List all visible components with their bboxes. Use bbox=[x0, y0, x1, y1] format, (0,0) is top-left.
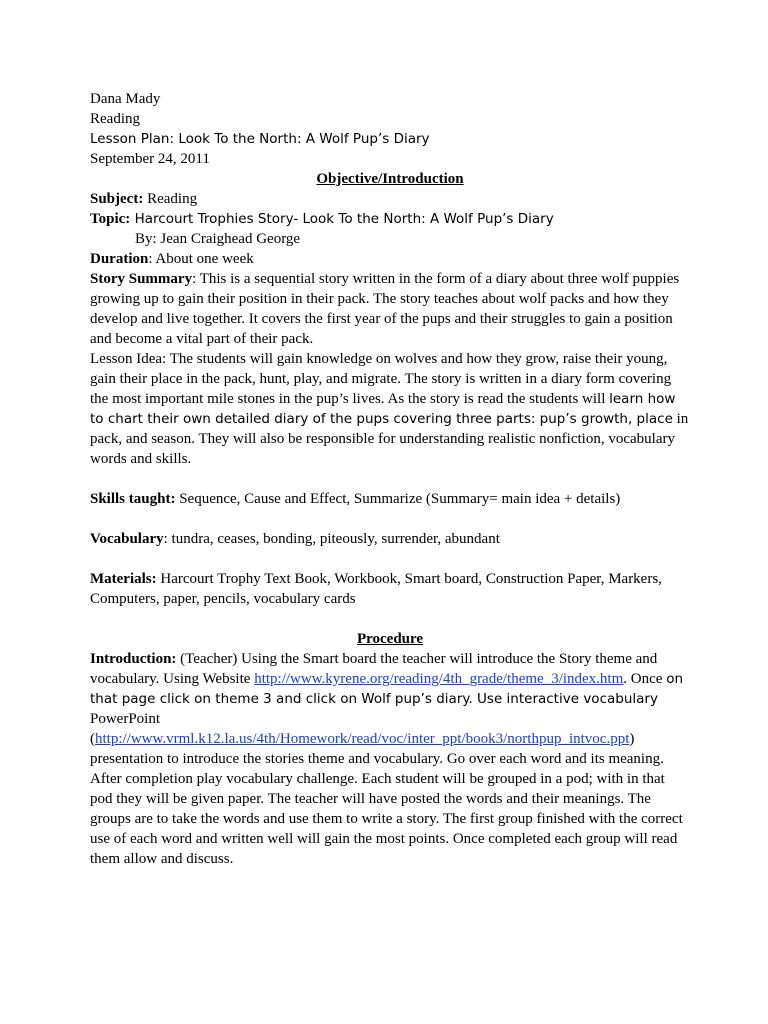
lesson-idea-text-1: Lesson Idea: The students will gain knowledge on wolves and how they grow, raise their young, gain their place in the pack, hunt, play, and migrate. The story is written in a diary form covering the most important mile stones in the pup’s lives. As the story is read the students will bbox=[90, 351, 672, 407]
story-summary-text: : This is a sequential story written in the form of a diary about three wolf puppies growing up to gain their position in their pack. The story teaches about wolf packs and how they develop and live together. It covers the first year of the pups and their struggles to gain a position and become a vital part of their pack. bbox=[90, 271, 680, 347]
introduction-paragraph bbox=[90, 649, 690, 729]
introduction-text-2: . Once bbox=[623, 671, 667, 687]
skills-line bbox=[90, 489, 690, 509]
duration-line bbox=[90, 249, 690, 269]
introduction-continued-paragraph: presentation to introduce the stories theme and vocabulary. Go over each word and its meaning. After completion play vocabulary challenge. Each student will be grouped in a pod; with in that pod they will be given paper. The teacher will have posted the words and their meanings. The groups are to take the words and use them to write a story. The first group finished with the correct use of each word and written well will gain the most points. Once completed each group will read them allow and discuss. bbox=[90, 751, 683, 867]
materials-paragraph bbox=[90, 569, 690, 609]
spacer bbox=[90, 549, 690, 569]
vocabulary-powerpoint-link[interactable]: http://www.vrml.k12.la.us/4th/Homework/read/voc/inter_ppt/book3/northpup_intvoc.ppt bbox=[95, 731, 630, 747]
subject-value: Reading bbox=[143, 191, 198, 207]
powerpoint-link-line bbox=[90, 729, 690, 749]
procedure-heading: Procedure bbox=[356, 631, 424, 647]
materials-value: Harcourt Trophy Text Book, Workbook, Smart board, Construction Paper, Markers, Computers, paper, pencils, vocabulary cards bbox=[90, 571, 662, 607]
duration-value: : About one week bbox=[148, 251, 254, 267]
lesson-idea-text-3: in pack, and season. They will also be responsible for understanding realistic nonfiction, vocabulary words and skills. bbox=[90, 411, 689, 467]
author-name: Dana Mady bbox=[90, 91, 161, 107]
subject-label: Subject: bbox=[90, 191, 144, 207]
skills-value: Sequence, Cause and Effect, Summarize (Summary= main idea + details) bbox=[175, 491, 621, 507]
document-date: September 24, 2011 bbox=[90, 151, 210, 167]
vocabulary-label: Vocabulary bbox=[90, 531, 164, 547]
topic-label: Topic: bbox=[90, 211, 131, 227]
story-summary-paragraph bbox=[90, 269, 690, 349]
introduction-text-3: on that page click on theme 3 and click on Wolf pup’s diary. Use interactive vocabulary bbox=[90, 671, 684, 707]
paren-open: ( bbox=[90, 731, 95, 747]
objective-heading: Objective/Introduction bbox=[316, 171, 464, 187]
vocabulary-line bbox=[90, 529, 690, 549]
introduction-label: Introduction: bbox=[90, 651, 177, 667]
spacer bbox=[90, 609, 690, 629]
story-summary-label: Story Summary bbox=[90, 271, 193, 287]
story-author-line: By: Jean Craighead George bbox=[135, 231, 301, 247]
spacer bbox=[90, 469, 690, 489]
topic-line bbox=[90, 209, 690, 229]
spacer bbox=[90, 509, 690, 529]
lesson-idea-paragraph bbox=[90, 349, 690, 469]
duration-label: Duration bbox=[90, 251, 149, 267]
kyrene-website-link[interactable]: http://www.kyrene.org/reading/4th_grade/theme_3/index.htm bbox=[254, 671, 624, 687]
lesson-plan-title: Lesson Plan: Look To the North: A Wolf Pup’s Diary bbox=[90, 131, 430, 147]
lesson-plan-body bbox=[90, 89, 690, 869]
paren-close: ) bbox=[629, 731, 635, 747]
materials-label: Materials: bbox=[90, 571, 157, 587]
introduction-text-4: PowerPoint bbox=[90, 711, 161, 727]
subject-line bbox=[90, 189, 690, 209]
topic-value: Harcourt Trophies Story- Look To the North: A Wolf Pup’s Diary bbox=[130, 211, 554, 227]
course-name: Reading bbox=[90, 111, 140, 127]
introduction-text-1: (Teacher) Using the Smart board the teacher will introduce the Story theme and vocabulary. Using Website bbox=[90, 651, 658, 687]
vocabulary-value: : tundra, ceases, bonding, piteously, surrender, abundant bbox=[163, 531, 500, 547]
lesson-idea-text-2: learn how to chart their own detailed diary of the pups covering three parts: pup’s growth, place bbox=[90, 391, 676, 427]
skills-label: Skills taught: bbox=[90, 491, 176, 507]
